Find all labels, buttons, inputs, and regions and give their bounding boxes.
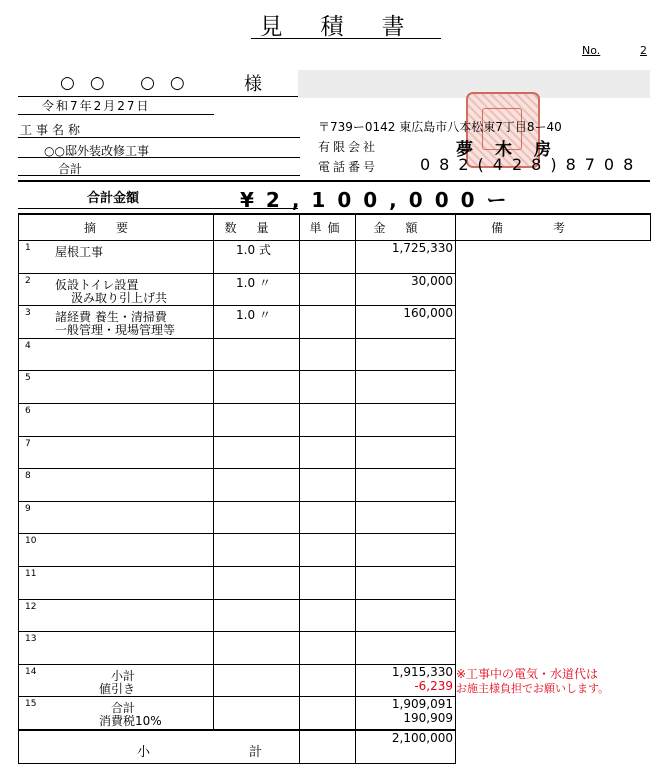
description-line2: 消費税10% xyxy=(99,714,162,729)
description-cell xyxy=(19,273,214,306)
phone-label: 電話番号 xyxy=(318,160,379,174)
amount-cell xyxy=(356,306,456,339)
project-total-underline xyxy=(18,175,300,176)
amount-cell xyxy=(356,697,456,730)
unit-price-cell xyxy=(300,469,356,502)
project-total-label: 合計 xyxy=(58,162,83,176)
unit-price-cell xyxy=(300,632,356,665)
description-line1: 諸経費 養生・清掃費 xyxy=(55,310,167,325)
document-number-label: No. xyxy=(582,44,601,57)
amount-cell xyxy=(356,436,456,469)
amount-value: 1,915,330 xyxy=(391,664,453,679)
amount-cell xyxy=(356,371,456,404)
total-top-rule xyxy=(18,180,650,182)
amount-cell xyxy=(356,241,456,274)
description-line1: 小計 xyxy=(111,668,136,683)
unit-price-cell xyxy=(300,501,356,534)
table-row xyxy=(19,697,651,730)
unit-price-cell xyxy=(300,599,356,632)
quantity-cell xyxy=(214,664,300,697)
amount-cell xyxy=(356,664,456,697)
quantity-cell xyxy=(214,501,300,534)
header-description: 摘要 xyxy=(19,214,214,241)
row-number: 13 xyxy=(25,634,37,645)
row-number: 12 xyxy=(25,601,37,612)
amount-value: 30,000 xyxy=(411,273,453,288)
amount-value: 1,725,330 xyxy=(391,241,453,255)
amount-cell xyxy=(356,534,456,567)
description-cell xyxy=(19,664,214,697)
remarks-note-line2: お施主様負担でお願いします。 xyxy=(456,682,610,696)
quantity-cell xyxy=(214,697,300,730)
description-cell xyxy=(19,306,214,339)
quantity-cell xyxy=(214,403,300,436)
row-number: 11 xyxy=(25,568,37,579)
row-number: 8 xyxy=(25,471,31,482)
subtotal-value: 2,100,000 xyxy=(356,730,456,763)
row-number: 9 xyxy=(25,503,31,514)
total-amount-value: ¥2,100,000ー xyxy=(240,188,519,212)
description-cell xyxy=(19,241,214,274)
header-quantity: 数量 xyxy=(214,214,300,241)
unit-price-cell xyxy=(300,403,356,436)
unit-price-cell xyxy=(300,566,356,599)
table-row xyxy=(19,241,651,274)
row-number: 5 xyxy=(25,373,31,384)
amount-cell xyxy=(356,338,456,371)
header-remarks: 備考 xyxy=(456,214,651,241)
row-number: 2 xyxy=(25,275,31,286)
quantity-cell xyxy=(214,436,300,469)
description-line1: 屋根工事 xyxy=(55,245,104,259)
amount-cell xyxy=(356,469,456,502)
row-number: 3 xyxy=(25,308,31,319)
amount-value: 160,000 xyxy=(403,306,453,321)
description-cell xyxy=(19,371,214,404)
amount-cell xyxy=(356,566,456,599)
subtotal-label-a: 小 xyxy=(137,744,151,760)
quantity-cell xyxy=(214,566,300,599)
remarks-note-cell xyxy=(456,664,651,697)
description-cell xyxy=(19,632,214,665)
description-cell xyxy=(19,469,214,502)
description-cell xyxy=(19,501,214,534)
description-cell xyxy=(19,697,214,730)
sender-address: 〒739ー0142 東広島市八本松東7丁目8ー40 xyxy=(318,120,562,134)
project-label: 工事名称 xyxy=(20,123,85,137)
quantity-cell xyxy=(214,632,300,665)
table-row xyxy=(19,664,651,697)
amount-value-2: -6,239 xyxy=(414,678,453,693)
unit-price-cell xyxy=(300,534,356,567)
company-type: 有限会社 xyxy=(318,140,379,154)
quantity-cell: 1.0 式 xyxy=(214,241,300,274)
amount-cell xyxy=(356,403,456,436)
row-number: 4 xyxy=(25,340,31,351)
subtotal-label-b: 計 xyxy=(249,744,263,760)
amount-value-2: 190,909 xyxy=(403,711,453,726)
unit-price-cell xyxy=(300,338,356,371)
amount-cell xyxy=(356,599,456,632)
estimate-table xyxy=(18,213,651,764)
date-underline xyxy=(18,114,214,115)
quantity-cell xyxy=(214,599,300,632)
description-line2: 値引き xyxy=(99,681,136,696)
total-amount-label: 合計金額 xyxy=(87,191,140,206)
description-cell xyxy=(19,534,214,567)
unit-price-cell xyxy=(300,371,356,404)
description-cell xyxy=(19,436,214,469)
header-amount: 金額 xyxy=(356,214,456,241)
row-number: 14 xyxy=(25,666,37,677)
remarks-note-line1: ※工事中の電気・水道代は xyxy=(456,667,599,682)
unit-price-cell xyxy=(300,436,356,469)
row-number: 6 xyxy=(25,405,31,416)
description-cell xyxy=(19,403,214,436)
total-underline xyxy=(18,208,298,209)
document-number: 2 xyxy=(640,44,647,57)
subtotal-remarks-cell xyxy=(456,730,651,763)
amount-cell xyxy=(356,501,456,534)
remarks-cell xyxy=(456,697,651,730)
table-header-row xyxy=(19,214,651,241)
quantity-cell xyxy=(214,534,300,567)
remarks-cell xyxy=(456,241,651,665)
company-name: 夢木房 xyxy=(456,140,573,160)
subtotal-price-cell xyxy=(300,730,356,763)
title-underline xyxy=(251,38,441,40)
quantity-cell: 1.0 〃 xyxy=(214,273,300,306)
unit-price-cell xyxy=(300,306,356,339)
honorific: 様 xyxy=(244,74,262,95)
description-cell xyxy=(19,599,214,632)
row-number: 15 xyxy=(25,699,37,710)
phone-number: 082(428)8708 xyxy=(420,155,643,174)
customer-name: ○○ ○○ xyxy=(60,73,200,93)
amount-value: 1,909,091 xyxy=(391,697,453,712)
quantity-cell xyxy=(214,371,300,404)
header-unit-price: 単価 xyxy=(300,214,356,241)
row-number: 7 xyxy=(25,438,31,449)
unit-price-cell xyxy=(300,241,356,274)
issue-date: 令和7年2月27日 xyxy=(42,99,151,113)
unit-price-cell xyxy=(300,697,356,730)
subtotal-label-cell xyxy=(19,730,300,763)
unit-price-cell xyxy=(300,664,356,697)
description-line2: 汲み取り引上げ共 xyxy=(71,290,168,305)
unit-price-cell xyxy=(300,273,356,306)
project-name: ○○邸外装改修工事 xyxy=(44,144,149,158)
quantity-cell xyxy=(214,469,300,502)
project-label-underline xyxy=(18,137,300,138)
amount-cell xyxy=(356,273,456,306)
project-name-underline xyxy=(18,157,300,158)
amount-cell xyxy=(356,632,456,665)
subtotal-row xyxy=(19,730,651,763)
description-line1: 仮設トイレ設置 xyxy=(55,277,139,292)
description-line2: 一般管理・現場管理等 xyxy=(55,323,176,338)
row-number: 10 xyxy=(25,536,37,547)
description-cell xyxy=(19,338,214,371)
quantity-cell xyxy=(214,338,300,371)
quantity-cell: 1.0 〃 xyxy=(214,306,300,339)
row-number: 1 xyxy=(25,243,31,253)
document-title: 見積書 xyxy=(259,14,443,40)
description-line1: 合計 xyxy=(111,701,136,716)
description-cell xyxy=(19,566,214,599)
